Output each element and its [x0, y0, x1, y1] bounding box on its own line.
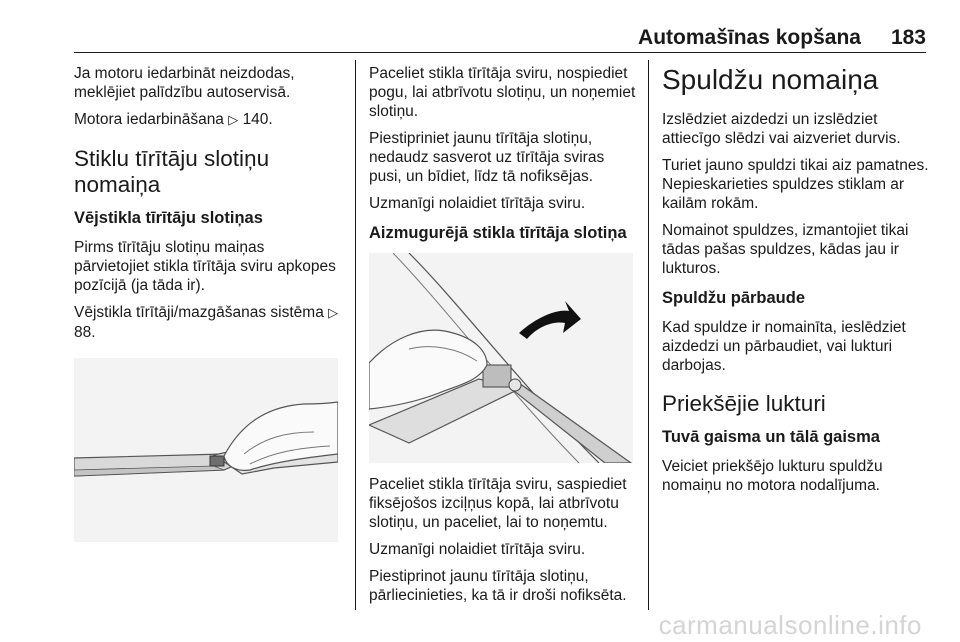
xref-link[interactable]: 140. — [242, 111, 273, 128]
paragraph: Uzmanīgi nolaidiet tīrītāja sviru. — [369, 195, 586, 212]
paragraph: Piestiprinot jaunu tīrītāja slotiņu, pārliecinieties, ka tā ir droši nofiksēta. — [369, 568, 627, 604]
paragraph: Turiet jauno spuldzi tikai aiz pamatnes. Nepieskarieties spuldzes stiklam ar kailām rokām. — [662, 157, 929, 212]
paragraph: Veiciet priekšējo lukturu spuldžu nomaiņu no motora nodalījuma. — [662, 458, 883, 494]
column-left — [74, 64, 342, 554]
column-divider-2 — [648, 60, 649, 610]
column-right — [662, 64, 932, 503]
paragraph-xref: Motora iedarbināšana ▷ 140. — [74, 111, 273, 128]
header-rule — [74, 52, 926, 53]
paragraph: Paceliet stikla tīrītāja sviru, nospiediet pogu, lai atbrīvotu slotiņu, un noņemiet slotiņu. — [369, 65, 636, 120]
paragraph: Uzmanīgi nolaidiet tīrītāja sviru. — [369, 541, 586, 558]
rear-wiper-illustration — [369, 253, 633, 463]
watermark: carmanualsonline.info — [658, 610, 922, 640]
paragraph: Pirms tīrītāju slotiņu maiņas pārvietojiet stikla tīrītāja sviru apkopes pozīcijā (ja tāda ir). — [74, 239, 336, 294]
subsection-heading: Spuldžu pārbaude — [662, 289, 806, 307]
arrow-right-triangle-icon: ▷ — [328, 306, 339, 321]
page-number: 183 — [890, 26, 926, 49]
paragraph: Ja motoru iedarbināt neizdodas, meklējiet palīdzību autoservisā. — [74, 65, 295, 101]
arrow-right-triangle-icon: ▷ — [228, 113, 239, 128]
section-heading: Stiklu tīrītāju slotiņu nomaiņa — [74, 146, 270, 197]
subsection-heading: Vējstikla tīrītāju slotiņas — [74, 209, 263, 227]
xref-link[interactable]: 88. — [74, 324, 96, 341]
paragraph: Piestipriniet jaunu tīrītāja slotiņu, nedaudz sasverot uz tīrītāja sviras pusi, un bīdiet, līdz tā nofiksējas. — [369, 130, 605, 185]
column-divider-1 — [355, 60, 356, 610]
paragraph: Kad spuldze ir nomainīta, ieslēdziet aizdedzi un pārbaudiet, vai lukturi darbojas. — [662, 319, 906, 374]
paragraph: Paceliet stikla tīrītāja sviru, saspiediet fiksējošos izciļņus kopā, lai atbrīvotu slotiņu, un paceliet, lai to noņemtu. — [369, 476, 627, 531]
windscreen-wiper-illustration — [74, 358, 338, 542]
paragraph: Nomainot spuldzes, izmantojiet tikai tādas pašas spuldzes, kādas jau ir lukturos. — [662, 222, 909, 277]
section-title: Automašīnas kopšana — [638, 26, 861, 49]
paragraph-xref: Vējstikla tīrītāji/mazgāšanas sistēma ▷ 88. — [74, 304, 339, 341]
subsection-heading: Tuvā gaisma un tālā gaisma — [662, 428, 880, 446]
paragraph: Izslēdziet aizdedzi un izslēdziet attiecīgo slēdzi vai aizveriet durvis. — [662, 111, 901, 147]
page-header — [638, 26, 926, 50]
section-heading: Spuldžu nomaiņa — [662, 64, 879, 95]
column-middle — [369, 64, 637, 613]
section-heading: Priekšējie lukturi — [662, 391, 826, 416]
subsection-heading: Aizmugurējā stikla tīrītāja slotiņa — [369, 224, 627, 242]
